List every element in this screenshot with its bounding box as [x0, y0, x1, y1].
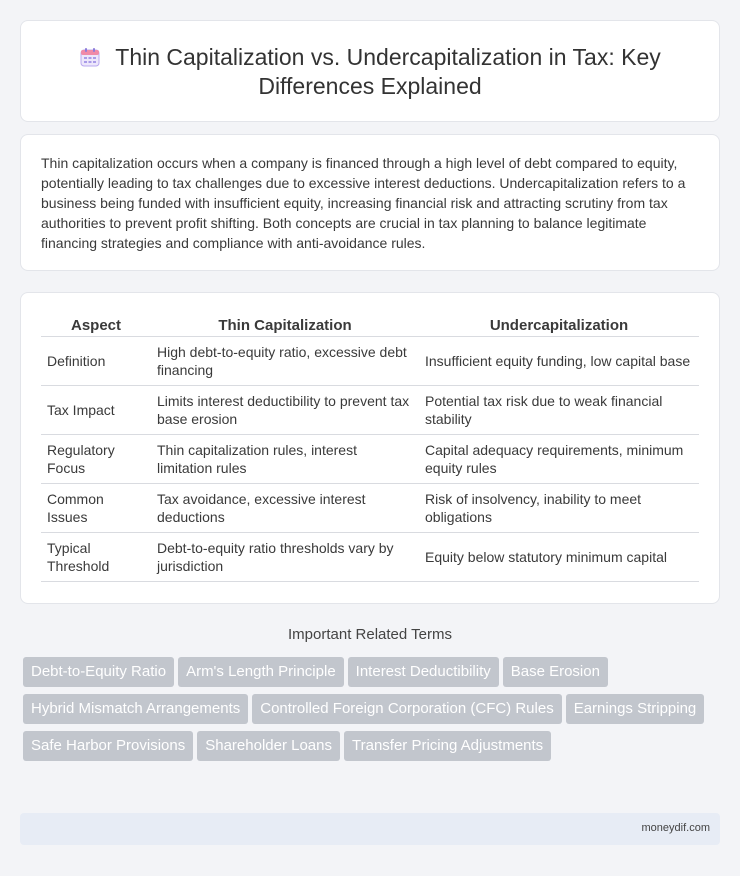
- row-aspect: Typical Threshold: [41, 533, 151, 582]
- table-row: [41, 386, 699, 435]
- tag-cfc-rules[interactable]: Controlled Foreign Corporation (CFC) Rules: [252, 694, 561, 724]
- tag-shareholder-loans[interactable]: Shareholder Loans: [197, 731, 340, 761]
- related-terms-heading: Important Related Terms: [288, 626, 452, 643]
- tag-earnings-stripping[interactable]: Earnings Stripping: [566, 694, 705, 724]
- intro-card: [20, 134, 720, 271]
- row-undercap: Potential tax risk due to weak financial stability: [419, 386, 699, 435]
- header-undercapitalization: Undercapitalization: [419, 315, 699, 337]
- tag-hybrid-mismatch-arrangements[interactable]: Hybrid Mismatch Arrangements: [23, 694, 248, 724]
- table-row: [41, 533, 699, 582]
- header-aspect: Aspect: [41, 315, 151, 337]
- row-aspect: Regulatory Focus: [41, 435, 151, 484]
- tag-debt-to-equity-ratio[interactable]: Debt-to-Equity Ratio: [23, 657, 174, 687]
- comparison-table: [41, 315, 699, 582]
- row-thin-cap: Limits interest deductibility to prevent tax base erosion: [151, 386, 419, 435]
- related-terms-list: [23, 657, 723, 768]
- row-aspect: Definition: [41, 337, 151, 386]
- row-undercap: Risk of insolvency, inability to meet obligations: [419, 484, 699, 533]
- page-title-wrap: [45, 43, 695, 101]
- page-title: Thin Capitalization vs. Undercapitalization in Tax: Key Differences Explained: [115, 44, 661, 99]
- tag-arms-length-principle[interactable]: Arm's Length Principle: [178, 657, 344, 687]
- footer-site[interactable]: moneydif.com: [641, 822, 710, 834]
- footer-bar: [20, 813, 720, 845]
- table-row: [41, 484, 699, 533]
- row-undercap: Equity below statutory minimum capital: [419, 533, 699, 582]
- table-row: [41, 337, 699, 386]
- row-thin-cap: Debt-to-equity ratio thresholds vary by jurisdiction: [151, 533, 419, 582]
- row-thin-cap: Thin capitalization rules, interest limitation rules: [151, 435, 419, 484]
- row-undercap: Insufficient equity funding, low capital base: [419, 337, 699, 386]
- intro-paragraph: Thin capitalization occurs when a company is financed through a high level of debt compared to equity, potentially leading to tax challenges due to excessive interest deductions. Undercapitalization refers to a business being funded with insufficient equity, increasing financial risk and attracting scrutiny from tax authorities to prevent profit shifting. Both concepts are crucial in tax planning to balance legitimate financing strategies and compliance with anti-avoidance rules.: [41, 155, 686, 251]
- table-row: [41, 435, 699, 484]
- row-aspect: Common Issues: [41, 484, 151, 533]
- tag-interest-deductibility[interactable]: Interest Deductibility: [348, 657, 499, 687]
- tag-base-erosion[interactable]: Base Erosion: [503, 657, 608, 687]
- row-aspect: Tax Impact: [41, 386, 151, 435]
- tag-safe-harbor-provisions[interactable]: Safe Harbor Provisions: [23, 731, 193, 761]
- tag-transfer-pricing-adjustments[interactable]: Transfer Pricing Adjustments: [344, 731, 551, 761]
- table-header-row: [41, 315, 699, 337]
- row-thin-cap: High debt-to-equity ratio, excessive debt financing: [151, 337, 419, 386]
- row-thin-cap: Tax avoidance, excessive interest deductions: [151, 484, 419, 533]
- header-thin-capitalization: Thin Capitalization: [151, 315, 419, 337]
- comparison-card: [20, 292, 720, 604]
- calendar-icon: [79, 46, 101, 68]
- row-undercap: Capital adequacy requirements, minimum equity rules: [419, 435, 699, 484]
- title-card: [20, 20, 720, 122]
